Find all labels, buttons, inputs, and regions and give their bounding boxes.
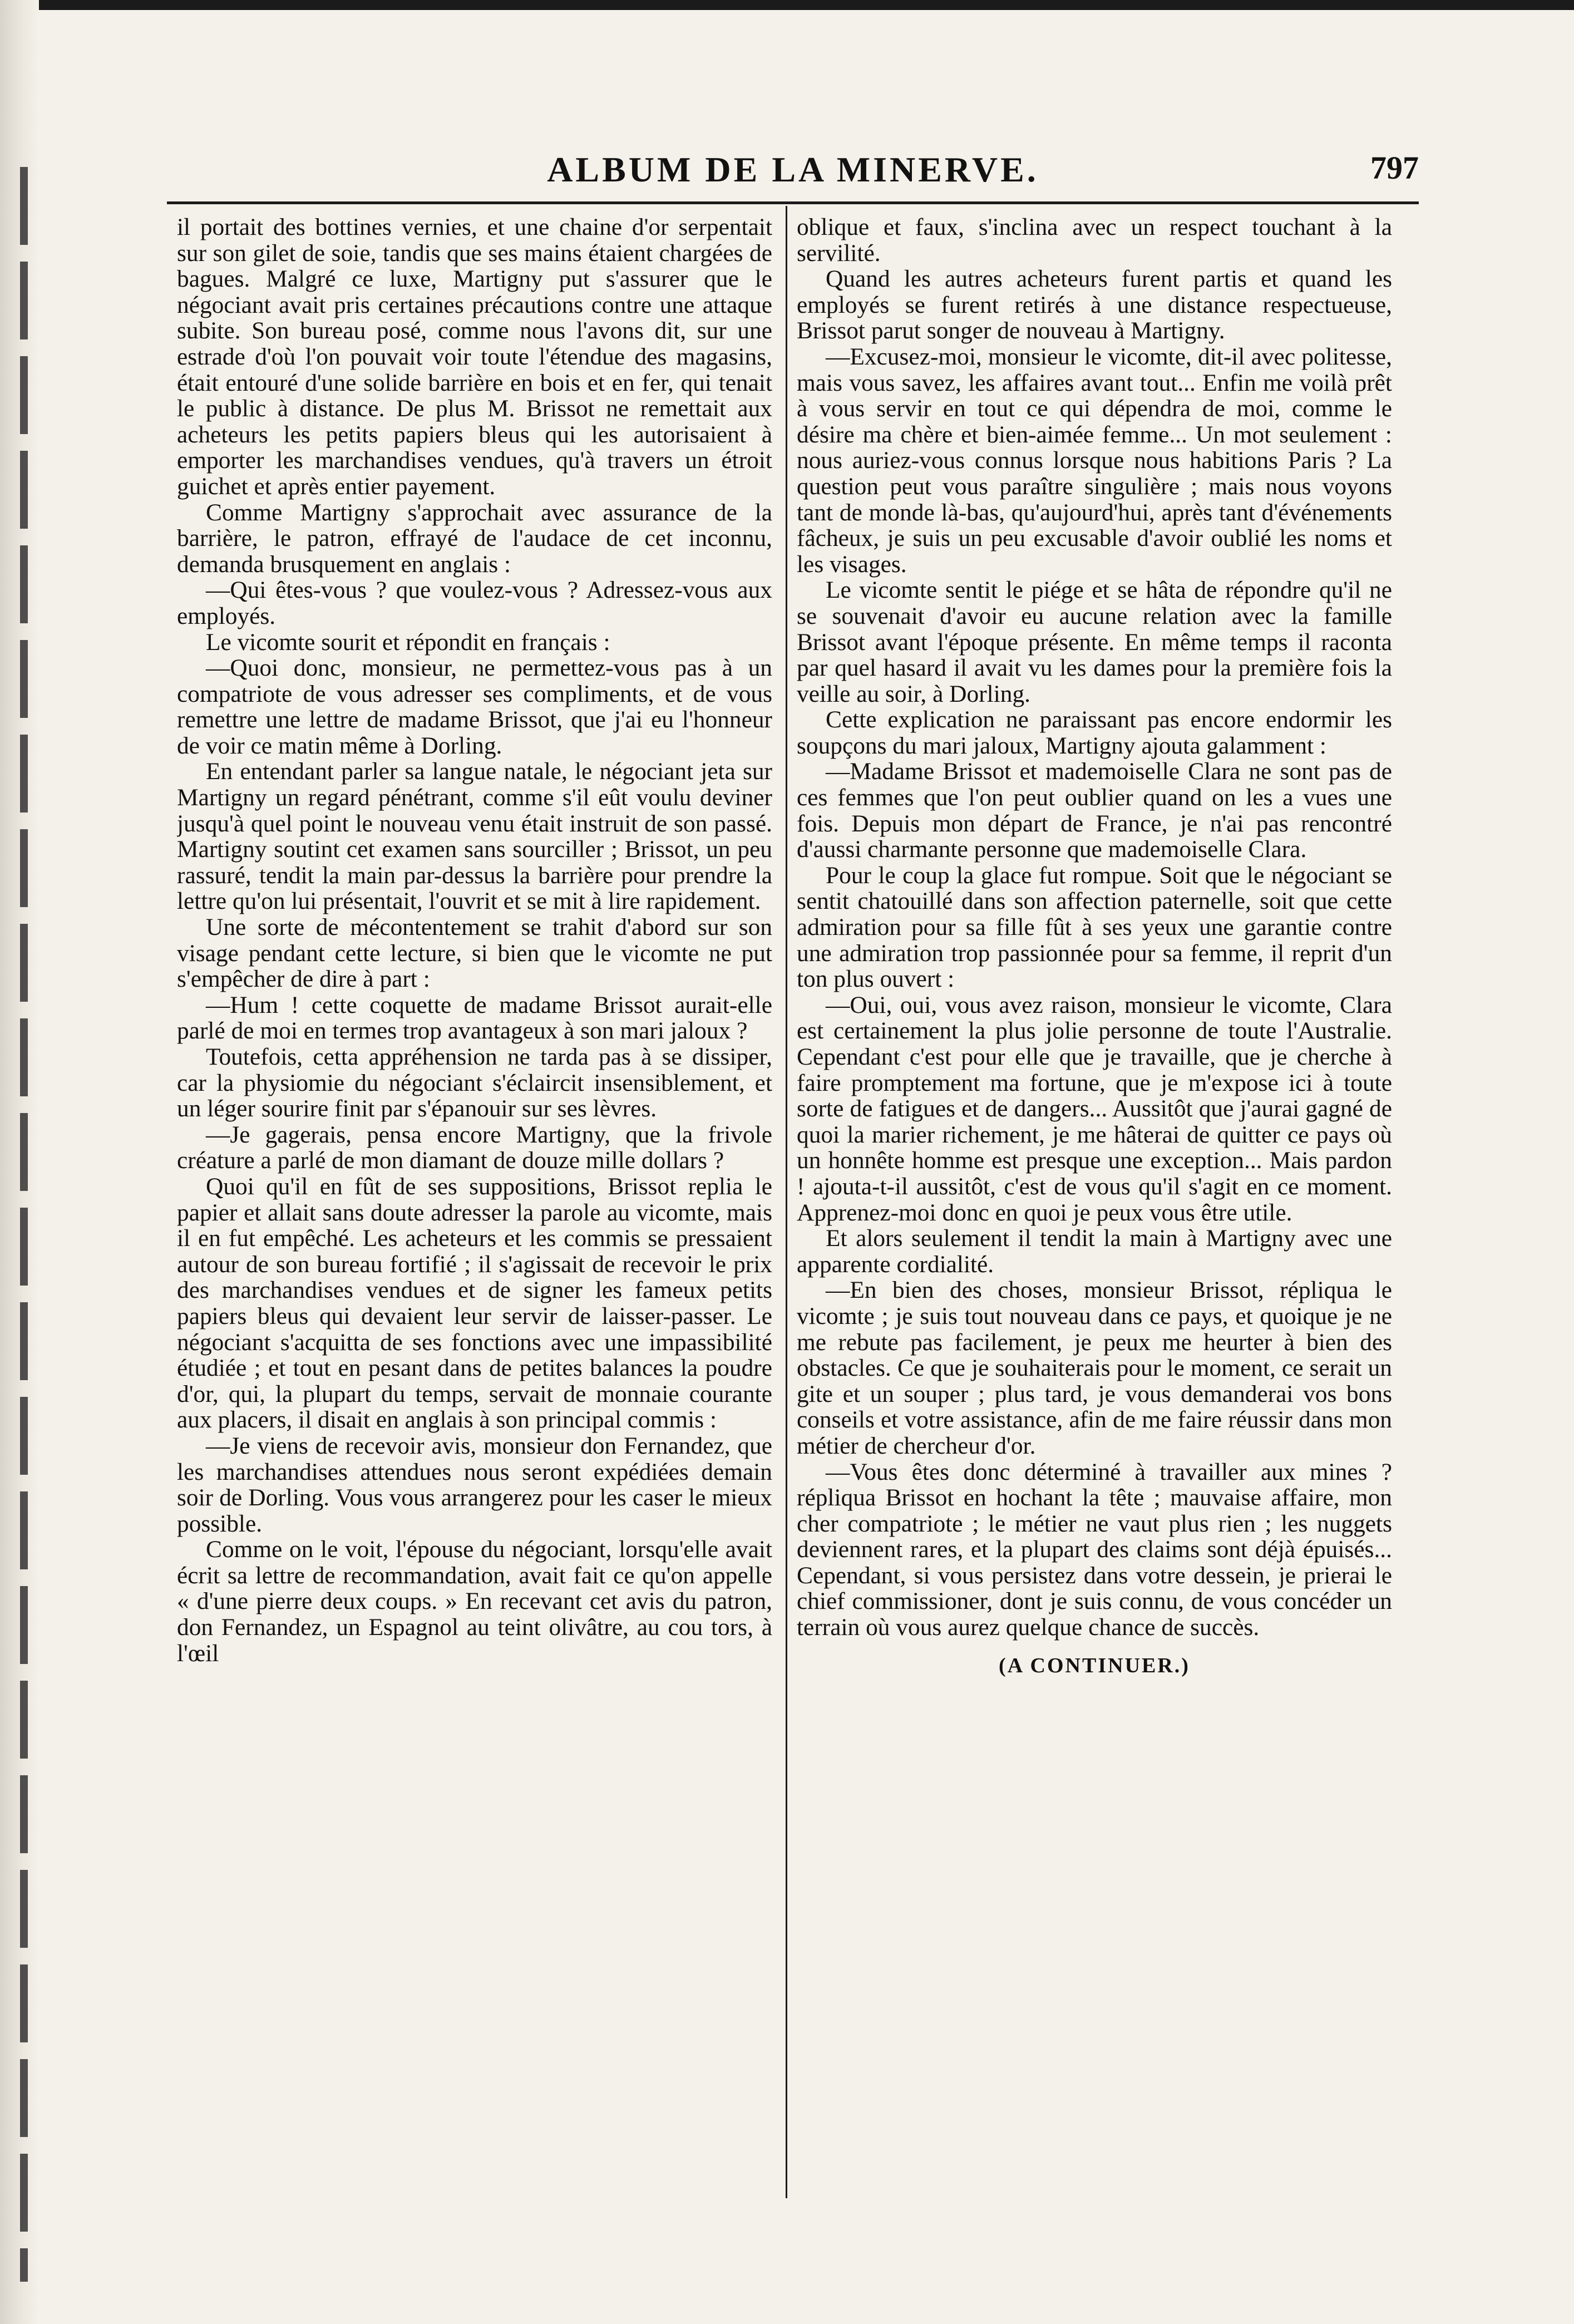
paragraph: —Excusez-moi, monsieur le vicomte, dit-il avec politesse, mais vous savez, les affaires avant tout... Enfin me voilà prêt à vous servir en tout ce qui dépendra de moi, comme le désire ma chère et bien-aimée femme... Un mot seulement : nous auriez-vous connus lorsque nous habitions Paris ? La question peut vous paraître singulière ; mais nous voyons tant de monde là-bas, qu'aujourd'hui, après tant d'événements fâcheux, je suis un peu excusable d'avoir oublié les noms et les visages. [797,343,1392,578]
header-rule [167,201,1419,204]
paragraph: —Hum ! cette coquette de madame Brissot aurait-elle parlé de moi en termes trop avantageux à son mari jaloux ? [177,991,772,1045]
top-rule [39,0,1574,10]
paragraph: Comme Martigny s'approchait avec assurance de la barrière, le patron, effrayé de l'audace de cet inconnu, demanda brusquement en anglais : [177,499,772,578]
page-header [167,148,1419,193]
paragraph: Le vicomte sentit le piége et se hâta de répondre qu'il ne se souvenait d'avoir eu aucune relation avec la famille Brissot avant l'époque présente. En même temps il raconta par quel hasard il avait vu les dames pour la première fois la veille au soir, à Dorling. [797,577,1392,707]
paragraph: —Madame Brissot et mademoiselle Clara ne sont pas de ces femmes que l'on peut oublier quand on les a vues une fois. Depuis mon départ de France, je n'ai pas rencontré d'aussi charmante personne que mademoiselle Clara. [797,758,1392,863]
page-title: ALBUM DE LA MINERVE. [547,150,1039,189]
paragraph: Le vicomte sourit et répondit en français : [206,628,610,656]
paragraph: —En bien des choses, monsieur Brissot, répliqua le vicomte ; je suis tout nouveau dans ce pays, et quoique je ne me rebute pas facilement, je peux me heurter à bien des obstacles. Ce que je souhaiterais pour le moment, ce serait un gite et un souper ; plus tard, je vous demanderai vos bons conseils et votre assistance, afin de me faire réussir dans mon métier de chercheur d'or. [797,1277,1392,1459]
right-column [797,214,1392,2251]
paragraph: Pour le coup la glace fut rompue. Soit que le négociant se sentit chatouillé dans son affection paternelle, soit que cette admiration pour sa fille fût à ses yeux une garantie contre une admiration trop passionnée pour sa femme, il reprit d'un ton plus ouvert : [797,861,1392,993]
paragraph: Cette explication ne paraissant pas encore endormir les soupçons du mari jaloux, Martigny ajouta galamment : [797,706,1392,759]
paragraph: En entendant parler sa langue natale, le négociant jeta sur Martigny un regard pénétrant, comme s'il eût voulu deviner jusqu'à quel point le nouveau venu était instruit de son passé. Martigny soutint cet examen sans sourciller ; Brissot, un peu rassuré, tendit la main par-dessus la barrière pour prendre la lettre qu'on lui présentait, l'ouvrit et se mit à lire rapidement. [177,758,772,915]
continuation-note: (A CONTINUER.) [999,1653,1190,1677]
page-number: 797 [1370,150,1419,186]
paragraph: Et alors seulement il tendit la main à Martigny avec une apparente cordialité. [797,1225,1392,1278]
paragraph: Une sorte de mécontentement se trahit d'abord sur son visage pendant cette lecture, si bien que le vicomte ne put s'empêcher de dire à part : [177,914,772,993]
paragraph: Toutefois, cetta appréhension ne tarda pas à se dissiper, car la physiomie du négociant s'éclaircit insensiblement, et un léger sourire finit par s'épanouir sur ses lèvres. [177,1043,772,1122]
paragraph: —Oui, oui, vous avez raison, monsieur le vicomte, Clara est certainement la plus jolie personne de toute l'Australie. Cependant c'est pour elle que je travaille, que je cherche à faire promptement ma fortune, que je m'expose ici à toute sorte de fatigues et de dangers... Aussitôt que j'aurai gagné de quoi la marier richement, je me hâterai de quitter ce pays où un honnête homme est presque une exception... Mais pardon ! ajouta-t-il aussitôt, c'est de vous qu'il s'agit en ce moment. Apprenez-moi donc en quoi je peux vous être utile. [797,991,1392,1226]
paragraph: —Qui êtes-vous ? que voulez-vous ? Adressez-vous aux employés. [177,577,772,629]
paragraph: —Je gagerais, pensa encore Martigny, que la frivole créature a parlé de mon diamant de douze mille dollars ? [177,1121,772,1174]
paragraph: —Vous êtes donc déterminé à travailler aux mines ? répliqua Brissot en hochant la tête ; mauvaise affaire, mon cher compatriote ; le métier ne vaut plus rien ; les nuggets deviennent rares, et la plupart des claims sont déjà épuisés... Cependant, si vous persistez dans votre dessein, je prierai le chief commissioner, dont je suis connu, de vous concéder un terrain où vous aurez quelque chance de succès. [797,1458,1392,1641]
paragraph: oblique et faux, s'inclina avec un respect touchant à la servilité. [797,214,1392,267]
paragraph: Quand les autres acheteurs furent partis et quand les employés se furent retirés à une distance respectueuse, Brissot parut songer de nouveau à Martigny. [797,265,1392,344]
paragraph: il portait des bottines vernies, et une chaine d'or serpentait sur son gilet de soie, tandis que ses mains étaient chargées de bagues. Malgré ce luxe, Martigny put s'assurer que le négociant avait pris certaines précautions contre une attaque subite. Son bureau posé, comme nous l'avons dit, sur une estrade d'où l'on pouvait voir toute l'étendue des magasins, était entouré d'une solide barrière en bois et en fer, qui tenait le public à distance. De plus M. Brissot ne remettait aux acheteurs les petits papiers bleus qui les autorisaient à emporter les marchandises vendues, qu'à travers un étroit guichet et après entier payement. [177,214,772,500]
column-divider [786,206,787,2198]
left-column [177,214,772,2251]
binding-edge [20,167,28,2282]
paragraph: Quoi qu'il en fût de ses suppositions, Brissot replia le papier et allait sans doute adresser la parole au vicomte, mais il en fut empêché. Les acheteurs et les commis se pressaient autour de son bureau fortifié ; il s'agissait de recevoir le prix des marchandises vendues et de signer les fameux petits papiers bleus qui devaient leur servir de laisser-passer. Le négociant s'acquitta de ses fonctions avec une impassibilité étudiée ; et tout en pesant dans de petites balances la poudre d'or, qui, la plupart du temps, servait de monnaie courante aux placers, il disait en anglais à son principal commis : [177,1173,772,1434]
paragraph: —Quoi donc, monsieur, ne permettez-vous pas à un compatriote de vous adresser ses compliments, et de vous remettre une lettre de madame Brissot, que j'ai eu l'honneur de voir ce matin même à Dorling. [177,654,772,759]
paragraph: —Je viens de recevoir avis, monsieur don Fernandez, que les marchandises attendues nous seront expédiées demain soir de Dorling. Vous vous arrangerez pour les caser le mieux possible. [177,1432,772,1537]
paragraph: Comme on le voit, l'épouse du négociant, lorsqu'elle avait écrit sa lettre de recommandation, avait fait ce qu'on appelle « d'une pierre deux coups. » En recevant cet avis du patron, don Fernandez, un Espagnol au teint olivâtre, au cou tors, à l'œil [177,1536,772,1667]
page-left-edge [0,0,39,2324]
